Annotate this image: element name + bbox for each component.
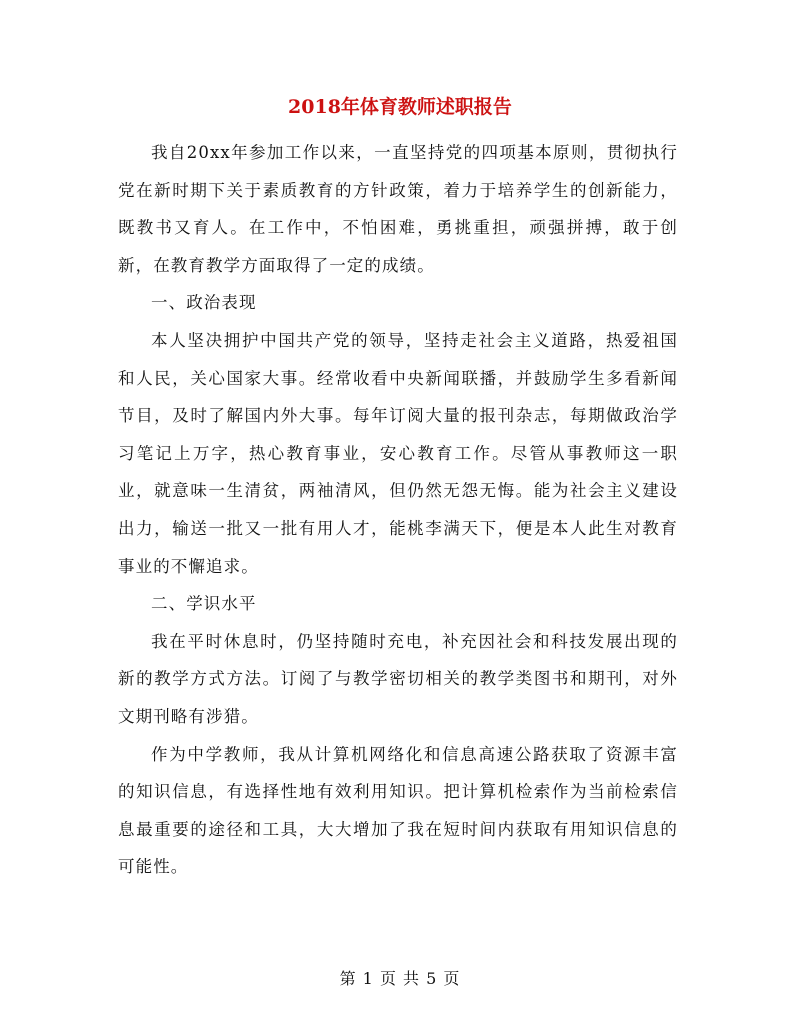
page-number-label: 第 1 页 共 5 页 [339, 969, 461, 988]
section-heading-political: 一、政治表现 [151, 293, 257, 313]
section-heading-knowledge: 二、学识水平 [151, 594, 257, 614]
document-body [118, 134, 678, 886]
paragraph-knowledge-2: 作为中学教师，我从计算机网络化和信息高速公路获取了资源丰富的知识信息，有选择性地有效利用知识。把计算机检索作为当前检索信息最重要的途径和工具，大大增加了我在短时间内获取有用知识信息的可能性。 [118, 744, 678, 877]
paragraph-intro: 我自20xx年参加工作以来，一直坚持党的四项基本原则，贯彻执行党在新时期下关于素质教育的方针政策，着力于培养学生的创新能力，既教书又育人。在工作中，不怕困难，勇挑重担，顽强拼搏，敢于创新，在教育教学方面取得了一定的成绩。 [118, 143, 678, 275]
document-title: 2018年体育教师述职报告 [288, 96, 512, 118]
page-footer [0, 966, 800, 989]
paragraph-political: 本人坚决拥护中国共产党的领导，坚持走社会主义道路，热爱祖国和人民，关心国家大事。经常收看中央新闻联播，并鼓励学生多看新闻节目，及时了解国内外大事。每年订阅大量的报刊杂志，每期做政治学习笔记上万字，热心教育事业，安心教育工作。尽管从事教师这一职业，就意味一生清贫，两袖清风，但仍然无怨无悔。能为社会主义建设出力，输送一批又一批有用人才，能桃李满天下，便是本人此生对教育事业的不懈追求。 [118, 330, 678, 576]
paragraph-knowledge-1: 我在平时休息时，仍坚持随时充电，补充因社会和科技发展出现的新的教学方式方法。订阅了与教学密切相关的教学类图书和期刊，对外文期刊略有涉猎。 [118, 631, 678, 726]
